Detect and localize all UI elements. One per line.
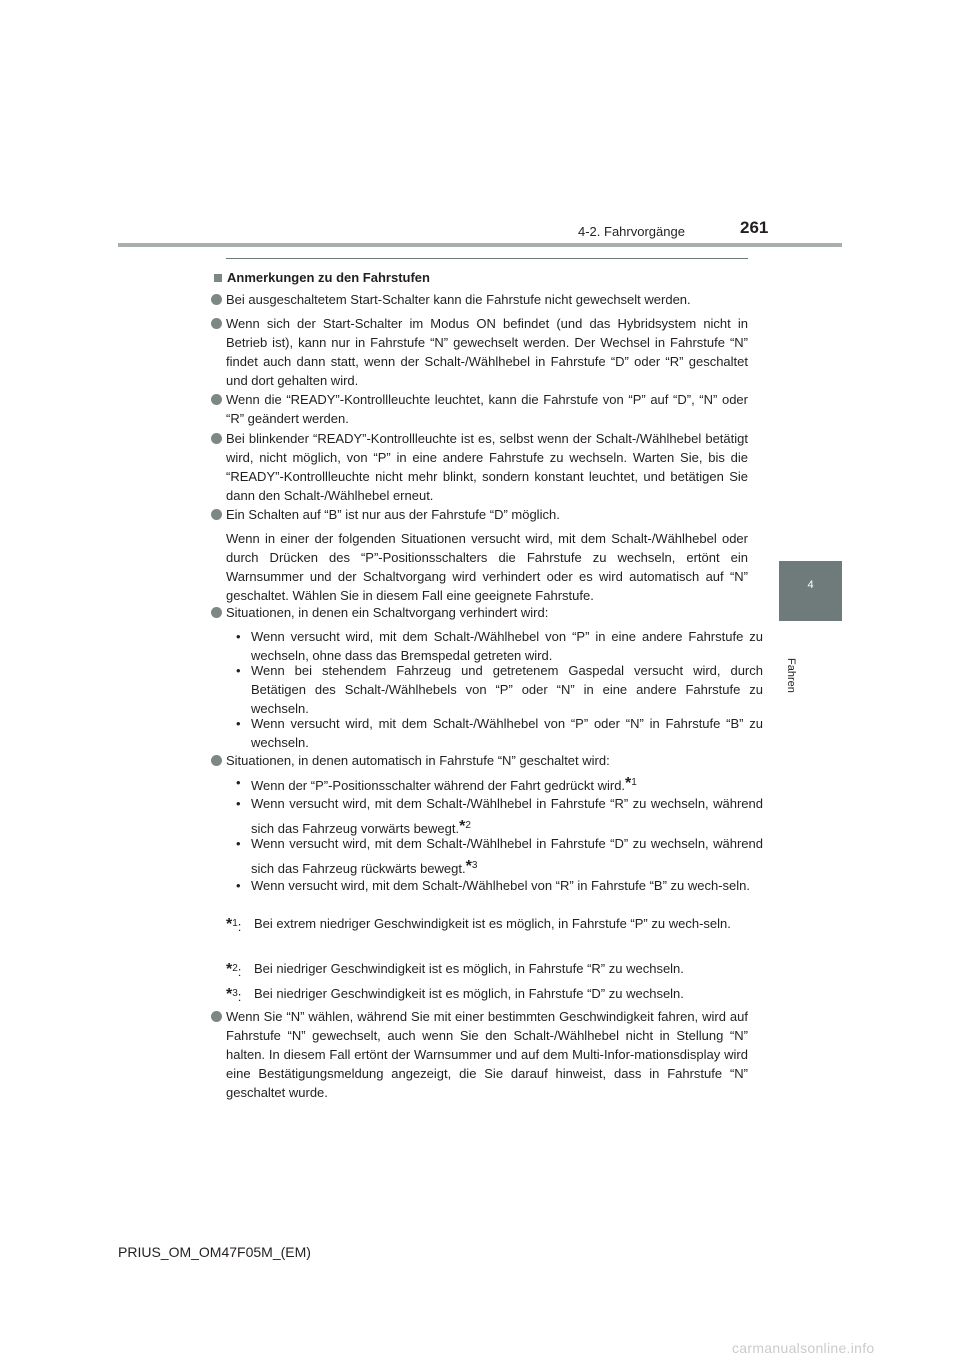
- list-item-text: Situationen, in denen automatisch in Fahrstufe “N” geschaltet wird:: [226, 753, 610, 768]
- sub-list-item-text: Wenn versucht wird, mit dem Schalt-/Wählhebel in Fahrstufe “D” zu wechseln, während sich das Fahrzeug rückwärts bewegt.: [251, 836, 763, 876]
- list-item-text: Ein Schalten auf “B” ist nur aus der Fahrstufe “D” möglich.: [226, 507, 560, 522]
- footnote: *$^3$: Bei niedriger Geschwindigkeit ist es möglich, in Fahrstufe “D” zu wechseln.: [226, 986, 684, 1004]
- list-item: [226, 390, 748, 428]
- bullet-dot-icon: [211, 318, 222, 329]
- sub-list-item: • Wenn versucht wird, mit dem Schalt-/Wählhebel von “P” in eine andere Fahrstufe zu wechseln, ohne dass das Bremspedal getreten wird.: [236, 629, 763, 663]
- list-item-text: Wenn die “READY”-Kontrollleuchte leuchtet, kann die Fahrstufe von “P” auf “D”, “N” oder “R” geändert werden.: [226, 392, 748, 426]
- footnote-star-icon: *: [465, 858, 472, 875]
- footnote-star-icon: *: [226, 916, 233, 933]
- list-item-text: Bei blinkender “READY”-Kontrollleuchte ist es, selbst wenn der Schalt-/Wählhebel betätigt wird, nicht möglich, von “P” in eine andere Fahrstufe zu wechseln. Warten Sie, bis die “READY”-Kontrollleuchte nicht mehr blinkt, sondern konstant leuchtet, und betätigen Sie dann den Schalt-/Wählhebel erneut.: [226, 431, 748, 503]
- footnote-star-icon: *: [459, 818, 466, 835]
- sub-list-item: • Wenn versucht wird, mit dem Schalt-/Wählhebel in Fahrstufe “D” zu wechseln, während sich das Fahrzeug rückwärts bewegt.*$^3$: [236, 836, 763, 876]
- square-bullet-icon: [214, 274, 222, 282]
- page-number: 261: [740, 218, 769, 237]
- footnote-ref: 1: [631, 777, 637, 788]
- sub-list-item: • Wenn versucht wird, mit dem Schalt-/Wählhebel von “R” in Fahrstufe “B” zu wech-seln.: [236, 878, 750, 893]
- list-item-text: Wenn Sie “N” wählen, während Sie mit einer bestimmten Geschwindigkeit fahren, wird auf Fahrstufe “N” gewechselt, auch wenn Sie den Schalt-/Wählhebel nicht in Stellung “N” halten. In diesem Fall ertönt der Warnsummer und auf dem Multi-Infor-mationsdisplay wird eine Bestätigungsmeldung angezeigt, die Sie darauf hinweist, dass in Fahrstufe “N” geschaltet wurde.: [226, 1009, 748, 1100]
- sub-list-item-text: Wenn versucht wird, mit dem Schalt-/Wählhebel von “P” in eine andere Fahrstufe zu wechseln, ohne dass das Bremspedal getreten wird.: [251, 629, 763, 663]
- sub-list-item: • Wenn versucht wird, mit dem Schalt-/Wählhebel in Fahrstufe “R” zu wechseln, während sich das Fahrzeug vorwärts bewegt.*$^2$: [236, 796, 763, 836]
- footnote-ref: 3: [471, 860, 478, 871]
- sub-list-item-text: Wenn bei stehendem Fahrzeug und getretenem Gaspedal versucht wird, durch Betätigen des Schalt-/Wählhebels von “P” oder “N” in eine andere Fahrstufe zu wechseln.: [251, 663, 763, 716]
- bullet-dot-icon: [211, 509, 222, 520]
- footnote-text: Bei niedriger Geschwindigkeit ist es möglich, in Fahrstufe “R” zu wechseln.: [254, 961, 684, 976]
- bullet-dot-icon: [211, 1011, 222, 1022]
- watermark: carmanualsonline.info: [732, 1340, 875, 1356]
- footnote-number: 1: [232, 918, 238, 929]
- sub-list-item: • Wenn versucht wird, mit dem Schalt-/Wählhebel von “P” oder “N” in Fahrstufe “B” zu wechseln.: [236, 716, 763, 750]
- footnote-ref: 2: [465, 820, 471, 831]
- sub-list-item-text: Wenn versucht wird, mit dem Schalt-/Wählhebel von “R” in Fahrstufe “B” zu wech-seln.: [251, 878, 750, 893]
- sub-list-item-text: Wenn versucht wird, mit dem Schalt-/Wählhebel in Fahrstufe “R” zu wechseln, während sich das Fahrzeug vorwärts bewegt.: [251, 796, 763, 836]
- footnote: *$^2$: Bei niedriger Geschwindigkeit ist es möglich, in Fahrstufe “R” zu wechseln.: [226, 961, 684, 979]
- sub-list-item-text: Wenn der “P”-Positionsschalter während der Fahrt gedrückt wird.: [251, 778, 626, 793]
- bullet-dot-icon: [211, 394, 222, 405]
- footnote-star-icon: *: [625, 775, 632, 792]
- list-item-text: Wenn sich der Start-Schalter im Modus ON befindet (und das Hybridsystem nicht in Betrieb ist), kann nur in Fahrstufe “N” gewechselt werden. Der Wechsel in Fahrstufe “N” findet auch dann statt, wenn der Schalt-/Wählhebel in Fahrstufe “D” oder “R” geschaltet und dort gehalten wird.: [226, 316, 748, 388]
- sub-list-item: • Wenn der “P”-Positionsschalter während der Fahrt gedrückt wird.*$^1$: [236, 775, 637, 793]
- list-item: [226, 505, 748, 524]
- list-item: [226, 603, 748, 622]
- chapter-number: 4: [807, 579, 814, 591]
- list-item-text: Situationen, in denen ein Schaltvorgang verhindert wird:: [226, 605, 549, 620]
- chapter-tab: [779, 561, 842, 621]
- footnote-text: Bei extrem niedriger Geschwindigkeit ist es möglich, in Fahrstufe “P” zu wech-seln.: [254, 916, 731, 931]
- notes-heading: [226, 268, 748, 287]
- header-divider: [118, 243, 842, 247]
- sub-list-item-text: Wenn versucht wird, mit dem Schalt-/Wählhebel von “P” oder “N” in Fahrstufe “B” zu wechseln.: [251, 716, 763, 750]
- list-item-text: Bei ausgeschaltetem Start-Schalter kann die Fahrstufe nicht gewechselt werden.: [226, 292, 691, 307]
- footnote-star-icon: *: [226, 961, 233, 978]
- footnote-number: 2: [232, 963, 238, 974]
- footnote-text: Bei niedriger Geschwindigkeit ist es möglich, in Fahrstufe “D” zu wechseln.: [254, 986, 684, 1001]
- body-paragraph: Wenn in einer der folgenden Situationen versucht wird, mit dem Schalt-/Wählhebel oder durch Drücken des “P”-Positionsschalters die Fahrstufe zu wechseln, ertönt ein Warnsummer und der Schaltvorgang wird verhindert oder es wird automatisch auf “N” geschaltet. Wählen Sie in diesem Fall eine geeignete Fahrstufe.: [226, 531, 748, 603]
- bullet-dot-icon: [211, 294, 222, 305]
- sub-list-item: • Wenn bei stehendem Fahrzeug und getretenem Gaspedal versucht wird, durch Betätigen des Schalt-/Wählhebels von “P” oder “N” in eine andere Fahrstufe zu wechseln.: [236, 663, 763, 716]
- chapter-label: Fahren: [785, 658, 797, 693]
- bullet-dot-icon: [211, 755, 222, 766]
- footnote: *$^1$: Bei extrem niedriger Geschwindigkeit ist es möglich, in Fahrstufe “P” zu wech-seln.: [226, 916, 731, 934]
- list-item: [226, 429, 748, 505]
- list-item: [226, 314, 748, 390]
- list-item: [226, 290, 748, 309]
- bullet-dot-icon: [211, 607, 222, 618]
- footnote-number: 3: [232, 988, 238, 999]
- section-title: 4-2. Fahrvorgänge: [578, 224, 685, 239]
- list-item: [226, 1007, 748, 1102]
- bullet-dot-icon: [211, 433, 222, 444]
- heading-text: Anmerkungen zu den Fahrstufen: [227, 270, 430, 285]
- document-id: PRIUS_OM_OM47F05M_(EM): [118, 1244, 311, 1260]
- footnote-star-icon: *: [226, 986, 233, 1003]
- section-divider: [226, 258, 748, 259]
- list-item: [226, 751, 748, 770]
